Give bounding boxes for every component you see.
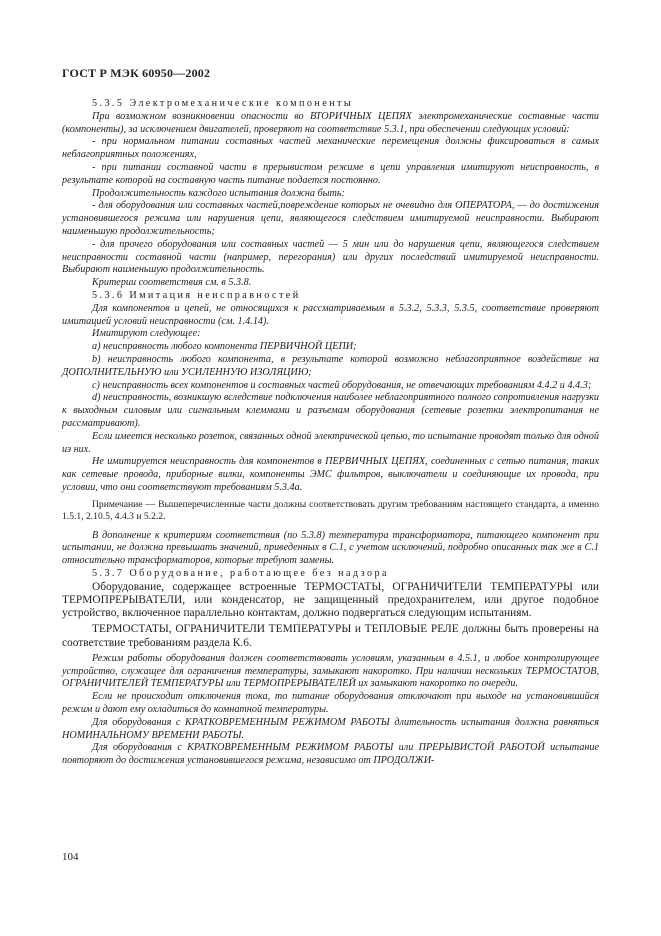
paragraph: - при питании составной части в прерывистом режиме в цепи управления имитируют неисправность, в результате которой на составную часть питание подается постоянно. [62, 161, 599, 186]
list-item-b: b) неисправность любого компонента, в результате которой возможно неблагоприятное воздействие на ДОПОЛНИТЕЛЬНУЮ или УСИЛЕННУЮ ИЗОЛЯЦИЮ; [62, 353, 599, 378]
paragraph: Для компонентов и цепей, не относящихся к рассматриваемым в 5.3.2, 5.3.3, 5.3.5, соответствие проверяют имитацией условий неисправности (см. 1.4.14). [62, 302, 599, 327]
paragraph: - при нормальном питании составных частей механические перемещения должны фиксироваться в самых неблагоприятных положениях, [62, 136, 599, 161]
paragraph: - для прочего оборудования или составных частей — 5 мин или до нарушения цепи, являющегося следствием неисправности составной части (например, перегорания) или других последствий имитируемой неисправности. Выбирают наименьшую продолжительность. [62, 238, 599, 276]
note: Примечание — Вышеперечисленные части должны соответствовать другим требованиям настоящего стандарта, а именно 1.5.1, 2.10.5, 4.4.3 и 5.2.2. [62, 498, 599, 523]
paragraph: Если имеется несколько розеток, связанных одной электрической цепью, то испытание проводят только для одной из них. [62, 430, 599, 455]
paragraph: Для оборудования с КРАТКОВРЕМЕННЫМ РЕЖИМОМ РАБОТЫ или ПРЕРЫВИСТОЙ РАБОТОЙ испытание повторяют до достижения установившегося режима, независимо от ПРОДОЛЖИ- [62, 742, 599, 767]
paragraph: В дополнение к критериям соответствия (по 5.3.8) температура трансформатора, питающего компонент при испытании, не должна превышать значений, приведенных в С.1, с учетом исключений, подробно описанных так же в С.1 относительно трансформаторов, которые требуют замены. [62, 529, 599, 567]
section-heading-5-3-7: 5.3.7 Оборудование, работающее без надзора [92, 567, 389, 579]
page-body [62, 98, 599, 768]
paragraph: ТЕРМОСТАТЫ, ОГРАНИЧИТЕЛИ ТЕМПЕРАТУРЫ и ТЕПЛОВЫЕ РЕЛЕ должны быть проверены на соответствие требованиям раздела К.6. [62, 623, 599, 649]
section-heading-5-3-5: 5.3.5 Электромеханические компоненты [92, 98, 354, 109]
list-item-a: a) неисправность любого компонента ПЕРВИЧНОЙ ЦЕПИ; [92, 341, 357, 353]
paragraph: Не имитируется неисправность для компонентов в ПЕРВИЧНЫХ ЦЕПЯХ, соединенных с сетью питания, таких как сетевые провода, приборные вилки, компоненты ЭМС фильтров, выключатели и соединяющие их провода, при условии, что они соответствуют требованиям 5.3.4а. [62, 456, 599, 493]
paragraph: Режим работы оборудования должен соответствовать условиям, указанным в 4.5.1, и любое контролирующее устройство, служащее для ограничения температуры, замыкают накоротко. При наличии нескольких ТЕРМОСТАТОВ, ОГРАНИЧИТЕЛЕЙ ТЕМПЕРАТУРЫ или ТЕРМОПРЕРЫВАТЕЛЕЙ их замыкают накоротко по очереди. [62, 652, 599, 690]
paragraph: - для оборудования или составных частей,повреждение которых не очевидно для ОПЕРАТОРА, — до достижения установившегося режима или нарушения цепи, являющегося следствием имитируемой неисправности. Выбирают наименьшую продолжительность; [62, 200, 599, 237]
paragraph: При возможном возникновении опасности во ВТОРИЧНЫХ ЦЕПЯХ электромеханические составные части (компоненты), за исключением двигателей, проверяют на соответствие 5.3.1, при обеспечении следующих условий: [62, 110, 599, 135]
standard-header: ГОСТ Р МЭК 60950—2002 [62, 66, 211, 80]
paragraph: Критерии соответствия см. в 5.3.8. [92, 277, 252, 289]
paragraph: Если не происходит отключения тока, то питание оборудования отключают при выходе на установившийся режим и дают ему охладиться до комнатной температуры. [62, 691, 599, 715]
section-heading-5-3-6: 5.3.6 Имитация неисправностей [92, 289, 301, 301]
list-item-c: c) неисправность всех компонентов и составных частей оборудования, не отвечающих требованиям 4.4.2 и 4.4.3; [92, 379, 592, 391]
paragraph: Имитируют следующее: [92, 328, 201, 340]
page-number: 104 [62, 851, 79, 863]
list-item-d: d) неисправность, возникшую вследствие подключения наиболее неблагоприятного полного сопротивления нагрузки к выходным силовым или сигнальным клеммами и разъемам оборудования (сетевые розетки электропитания не рассматривают). [62, 392, 599, 429]
paragraph: Для оборудования с КРАТКОВРЕМЕННЫМ РЕЖИМОМ РАБОТЫ длительность испытания должна равняться НОМИНАЛЬНОМУ ВРЕМЕНИ РАБОТЫ. [62, 716, 599, 741]
paragraph: Оборудование, содержащее встроенные ТЕРМОСТАТЫ, ОГРАНИЧИТЕЛИ ТЕМПЕРАТУРЫ или ТЕРМОПРЕРЫВАТЕЛИ, или конденсатор, не защищенный предохранителем, или другое подобное устройство, включенное параллельно контактам, должно подвергаться следующим испытаниям. [62, 580, 599, 620]
paragraph: Продолжительность каждого испытания должна быть: [92, 187, 345, 199]
